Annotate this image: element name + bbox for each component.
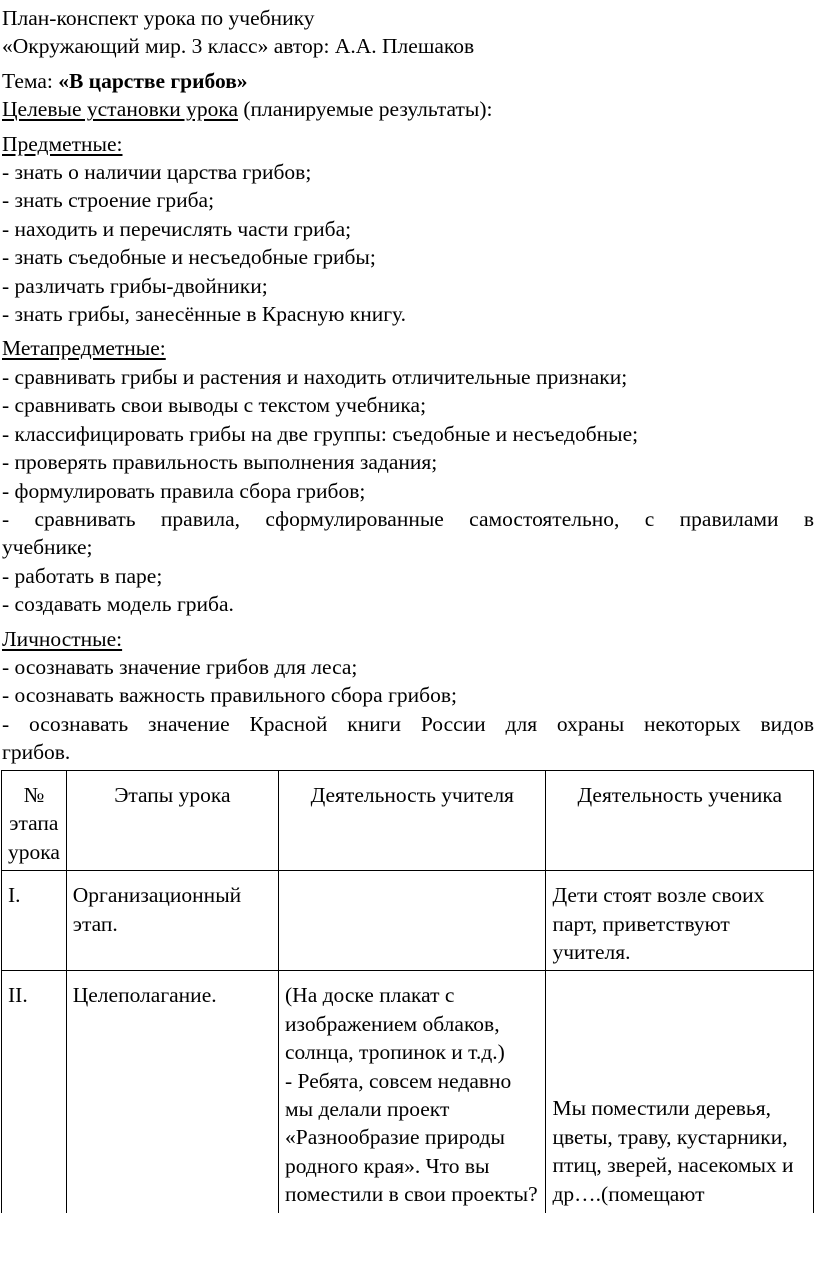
teacher-speech: - Ребята, совсем недавно мы делали проект «Разнообразие природы родного края». Что вы поместили в свои проекты? [285, 1068, 538, 1207]
meta-item: - сравнивать грибы и растения и находить отличительные признаки; [2, 364, 628, 389]
header-stage: Этапы урока [66, 771, 278, 871]
meta-item: - формулировать правила сбора грибов; [2, 478, 366, 503]
meta-item: - работать в паре; [2, 563, 163, 588]
subject-item: - находить и перечислять части гриба; [2, 216, 352, 241]
personal-item-long-line1: - осознавать значение Красной книги России для охраны некоторых видов [2, 711, 814, 736]
meta-item: - сравнивать свои выводы с текстом учебника; [2, 393, 427, 418]
row-stage-number: II. [2, 971, 67, 1213]
goals-line [2, 95, 814, 123]
header-student-activity: Деятельность ученика [546, 771, 814, 871]
table-row [2, 971, 814, 1213]
goals-label: Целевые установки урока [2, 97, 238, 122]
row-stage-number: I. [2, 871, 67, 971]
subject-item: - знать о наличии царства грибов; [2, 160, 312, 185]
subject-item: - знать строение гриба; [2, 188, 215, 213]
goals-suffix: (планируемые результаты): [238, 97, 493, 122]
lesson-stages-table [1, 770, 814, 1213]
meta-item: - создавать модель гриба. [2, 592, 234, 617]
student-answer: Мы поместили деревья, цветы, траву, кустарники, птиц, зверей, насекомых и др….(помещают [552, 1096, 794, 1206]
topic-value: «В царстве грибов» [58, 68, 248, 93]
topic-line [2, 67, 814, 95]
subject-heading: Предметные: [2, 131, 123, 156]
header-teacher-activity: Деятельность учителя [279, 771, 546, 871]
row-student-activity: Дети стоят возле своих парт, приветствуют учителя. [546, 871, 814, 971]
teacher-note: (На доске плакат с изображением облаков, солнца, тропинок и т.д.) [285, 983, 505, 1065]
header-stage-number: № этапа урока [2, 771, 67, 871]
subject-item: - различать грибы-двойники; [2, 273, 268, 298]
meta-item: - проверять правильность выполнения задания; [2, 450, 438, 475]
personal-item-long-line2: грибов. [2, 740, 71, 765]
row-stage: Организационный этап. [66, 871, 278, 971]
title-line-2: «Окружающий мир. 3 класс» автор: А.А. Плешаков [2, 34, 475, 59]
meta-heading: Метапредметные: [2, 336, 166, 361]
subject-item: - знать съедобные и несъедобные грибы; [2, 245, 376, 270]
meta-item: - классифицировать грибы на две группы: съедобные и несъедобные; [2, 421, 639, 446]
table-row [2, 871, 814, 971]
row-teacher-activity [279, 871, 546, 971]
meta-item-long-line2: учебнике; [2, 535, 93, 560]
meta-item-long-line1: - сравнивать правила, сформулированные самостоятельно, с правилами в [2, 506, 814, 531]
row-stage: Целеполагание. [66, 971, 278, 1213]
personal-heading: Личностные: [2, 626, 123, 651]
row-teacher-activity [279, 971, 546, 1213]
spacer [552, 981, 807, 1094]
title-line-1: План-конспект урока по учебнику [2, 6, 315, 30]
row-student-activity [546, 971, 814, 1213]
subject-item: - знать грибы, занесённые в Красную книгу. [2, 302, 407, 327]
personal-item: - осознавать значение грибов для леса; [2, 654, 358, 679]
topic-label: Тема: [2, 68, 59, 93]
lesson-plan-text [2, 4, 814, 767]
personal-item: - осознавать важность правильного сбора грибов; [2, 683, 457, 708]
table-header-row [2, 771, 814, 871]
